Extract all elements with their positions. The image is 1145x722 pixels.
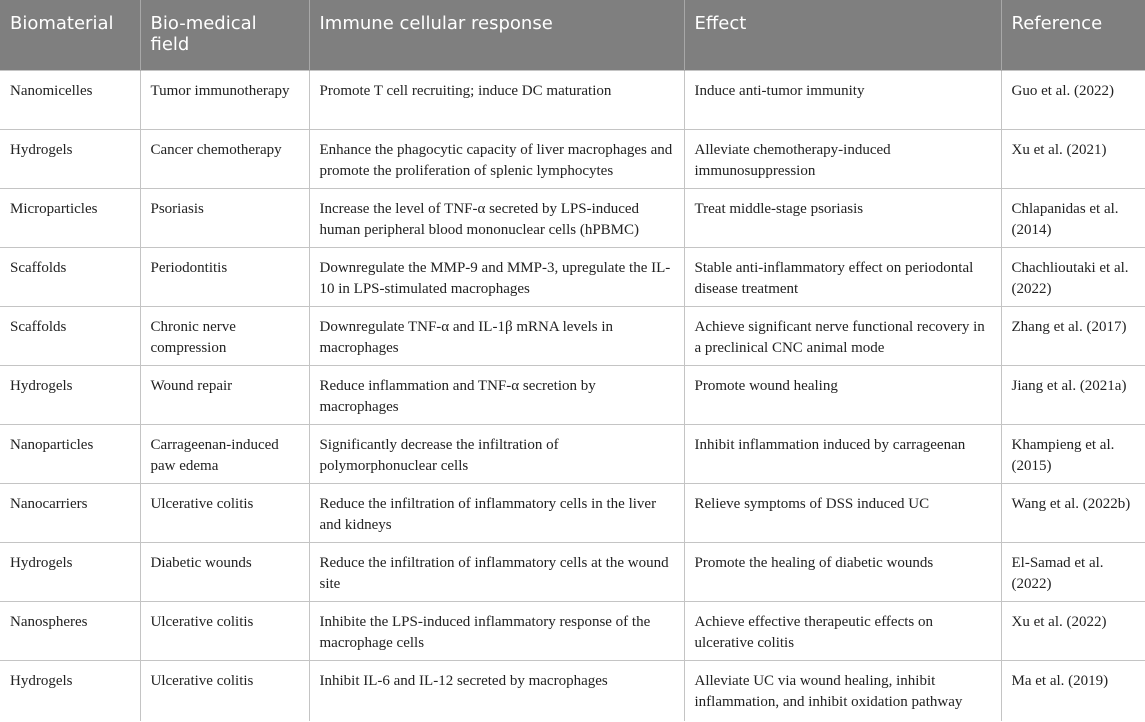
cell-biomaterial: Hydrogels bbox=[0, 365, 140, 424]
cell-effect: Alleviate UC via wound healing, inhibit inflammation, and inhibit oxidation pathway bbox=[684, 660, 1001, 721]
cell-immune-response: Reduce the infiltration of inflammatory cells at the wound site bbox=[309, 542, 684, 601]
cell-biomedical-field: Tumor immunotherapy bbox=[140, 70, 309, 129]
cell-biomaterial: Nanospheres bbox=[0, 601, 140, 660]
cell-immune-response: Inhibite the LPS-induced inflammatory response of the macrophage cells bbox=[309, 601, 684, 660]
cell-effect: Achieve effective therapeutic effects on ulcerative colitis bbox=[684, 601, 1001, 660]
cell-effect: Relieve symptoms of DSS induced UC bbox=[684, 483, 1001, 542]
cell-reference: Xu et al. (2022) bbox=[1001, 601, 1145, 660]
cell-biomedical-field: Wound repair bbox=[140, 365, 309, 424]
cell-immune-response: Reduce the infiltration of inflammatory cells in the liver and kidneys bbox=[309, 483, 684, 542]
cell-reference: Zhang et al. (2017) bbox=[1001, 306, 1145, 365]
cell-effect: Induce anti-tumor immunity bbox=[684, 70, 1001, 129]
cell-biomedical-field: Ulcerative colitis bbox=[140, 601, 309, 660]
cell-reference: Guo et al. (2022) bbox=[1001, 70, 1145, 129]
cell-biomedical-field: Chronic nerve compression bbox=[140, 306, 309, 365]
cell-biomedical-field: Ulcerative colitis bbox=[140, 483, 309, 542]
header-row bbox=[0, 0, 1145, 70]
cell-biomaterial: Microparticles bbox=[0, 188, 140, 247]
table-row bbox=[0, 483, 1145, 542]
cell-reference: Ma et al. (2019) bbox=[1001, 660, 1145, 721]
header-effect: Effect bbox=[684, 0, 1001, 70]
cell-effect: Promote wound healing bbox=[684, 365, 1001, 424]
cell-immune-response: Inhibit IL-6 and IL-12 secreted by macrophages bbox=[309, 660, 684, 721]
cell-biomaterial: Nanomicelles bbox=[0, 70, 140, 129]
cell-effect: Inhibit inflammation induced by carrageenan bbox=[684, 424, 1001, 483]
table-row bbox=[0, 129, 1145, 188]
cell-reference: El-Samad et al. (2022) bbox=[1001, 542, 1145, 601]
table-row bbox=[0, 306, 1145, 365]
table-header bbox=[0, 0, 1145, 70]
cell-biomaterial: Hydrogels bbox=[0, 542, 140, 601]
cell-reference: Wang et al. (2022b) bbox=[1001, 483, 1145, 542]
cell-biomedical-field: Carrageenan-induced paw edema bbox=[140, 424, 309, 483]
cell-immune-response: Increase the level of TNF-α secreted by LPS-induced human peripheral blood mononuclear cells (hPBMC) bbox=[309, 188, 684, 247]
cell-effect: Alleviate chemotherapy-induced immunosuppression bbox=[684, 129, 1001, 188]
cell-reference: Xu et al. (2021) bbox=[1001, 129, 1145, 188]
table-row bbox=[0, 424, 1145, 483]
cell-effect: Stable anti-inflammatory effect on periodontal disease treatment bbox=[684, 247, 1001, 306]
cell-reference: Chlapanidas et al. (2014) bbox=[1001, 188, 1145, 247]
cell-effect: Achieve significant nerve functional recovery in a preclinical CNC animal mode bbox=[684, 306, 1001, 365]
cell-immune-response: Downregulate the MMP-9 and MMP-3, upregulate the IL-10 in LPS-stimulated macrophages bbox=[309, 247, 684, 306]
cell-biomaterial: Hydrogels bbox=[0, 660, 140, 721]
header-reference: Reference bbox=[1001, 0, 1145, 70]
table-row bbox=[0, 660, 1145, 721]
table-row bbox=[0, 70, 1145, 129]
cell-biomedical-field: Ulcerative colitis bbox=[140, 660, 309, 721]
cell-biomaterial: Nanocarriers bbox=[0, 483, 140, 542]
cell-biomedical-field: Periodontitis bbox=[140, 247, 309, 306]
cell-immune-response: Reduce inflammation and TNF-α secretion by macrophages bbox=[309, 365, 684, 424]
table-body bbox=[0, 70, 1145, 721]
cell-reference: Khampieng et al. (2015) bbox=[1001, 424, 1145, 483]
cell-biomaterial: Scaffolds bbox=[0, 247, 140, 306]
cell-effect: Treat middle-stage psoriasis bbox=[684, 188, 1001, 247]
cell-reference: Chachlioutaki et al. (2022) bbox=[1001, 247, 1145, 306]
table-row bbox=[0, 247, 1145, 306]
cell-immune-response: Downregulate TNF-α and IL-1β mRNA levels in macrophages bbox=[309, 306, 684, 365]
cell-biomaterial: Hydrogels bbox=[0, 129, 140, 188]
header-biomedical-field: Bio-medical field bbox=[140, 0, 309, 70]
cell-immune-response: Significantly decrease the infiltration of polymorphonuclear cells bbox=[309, 424, 684, 483]
cell-reference: Jiang et al. (2021a) bbox=[1001, 365, 1145, 424]
cell-biomedical-field: Diabetic wounds bbox=[140, 542, 309, 601]
table-row bbox=[0, 365, 1145, 424]
cell-immune-response: Promote T cell recruiting; induce DC maturation bbox=[309, 70, 684, 129]
cell-biomaterial: Scaffolds bbox=[0, 306, 140, 365]
header-biomaterial: Biomaterial bbox=[10, 13, 114, 34]
table-row bbox=[0, 542, 1145, 601]
header-immune-response: Immune cellular response bbox=[309, 0, 684, 70]
cell-immune-response: Enhance the phagocytic capacity of liver macrophages and promote the proliferation of splenic lymphocytes bbox=[309, 129, 684, 188]
table-row bbox=[0, 188, 1145, 247]
cell-effect: Promote the healing of diabetic wounds bbox=[684, 542, 1001, 601]
cell-biomaterial: Nanoparticles bbox=[0, 424, 140, 483]
cell-biomedical-field: Psoriasis bbox=[140, 188, 309, 247]
cell-biomedical-field: Cancer chemotherapy bbox=[140, 129, 309, 188]
table-row bbox=[0, 601, 1145, 660]
